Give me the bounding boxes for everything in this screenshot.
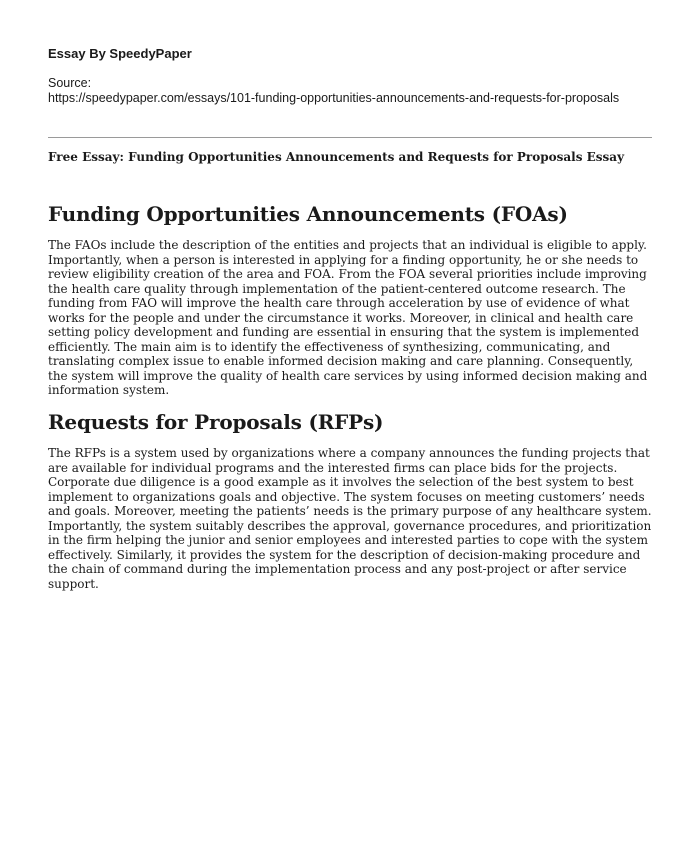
essay-title: Free Essay: Funding Opportunities Announcements and Requests for Proposals Essay: [48, 150, 625, 164]
section-heading-rfp: Requests for Proposals (RFPs): [48, 410, 384, 434]
section-heading-foa: Funding Opportunities Announcements (FOAs): [48, 202, 568, 226]
source-label: Source:: [48, 76, 92, 90]
section-body-rfp: The RFPs is a system used by organizations where a company announces the funding projects that are available for individual programs and the interested firms can place bids for the projects. Corporate due diligence is a good example as it involves the selection of the best system to best implement to organizations goals and objective. The system focuses on meeting customers’ needs and goals. Moreover, meeting the patients’ needs is the primary purpose of any healthcare system. Importantly, the system suitably describes the approval, governance procedures, and prioritization in the firm helping the junior and senior employees and interested parties to cope with the system effectively. Similarly, it provides the system for the description of decision-making procedure and the chain of command during the implementation process and any post-project or after service support.: [48, 446, 652, 591]
source-url[interactable]: https://speedypaper.com/essays/101-funding-opportunities-announcements-and-requests-for-proposals: [48, 91, 620, 105]
header-divider: [48, 137, 652, 138]
brand-title: Essay By SpeedyPaper: [48, 46, 192, 61]
section-body-foa: The FAOs include the description of the entities and projects that an individual is eligible to apply. Importantly, when a person is interested in applying for a finding opportunity, he or she needs to review eligibility creation of the area and FOA. From the FOA several priorities include improving the health care quality through implementation of the patient-centered outcome research. The funding from FAO will improve the health care through acceleration by use of evidence of what works for the people and under the circumstance it works. Moreover, in clinical and health care setting policy development and funding are essential in ensuring that the system is implemented efficiently. The main aim is to identify the effectiveness of synthesizing, communicating, and translating complex issue to enable informed decision making and care planning. Consequently, the system will improve the quality of health care services by using informed decision making and information system.: [48, 238, 648, 397]
